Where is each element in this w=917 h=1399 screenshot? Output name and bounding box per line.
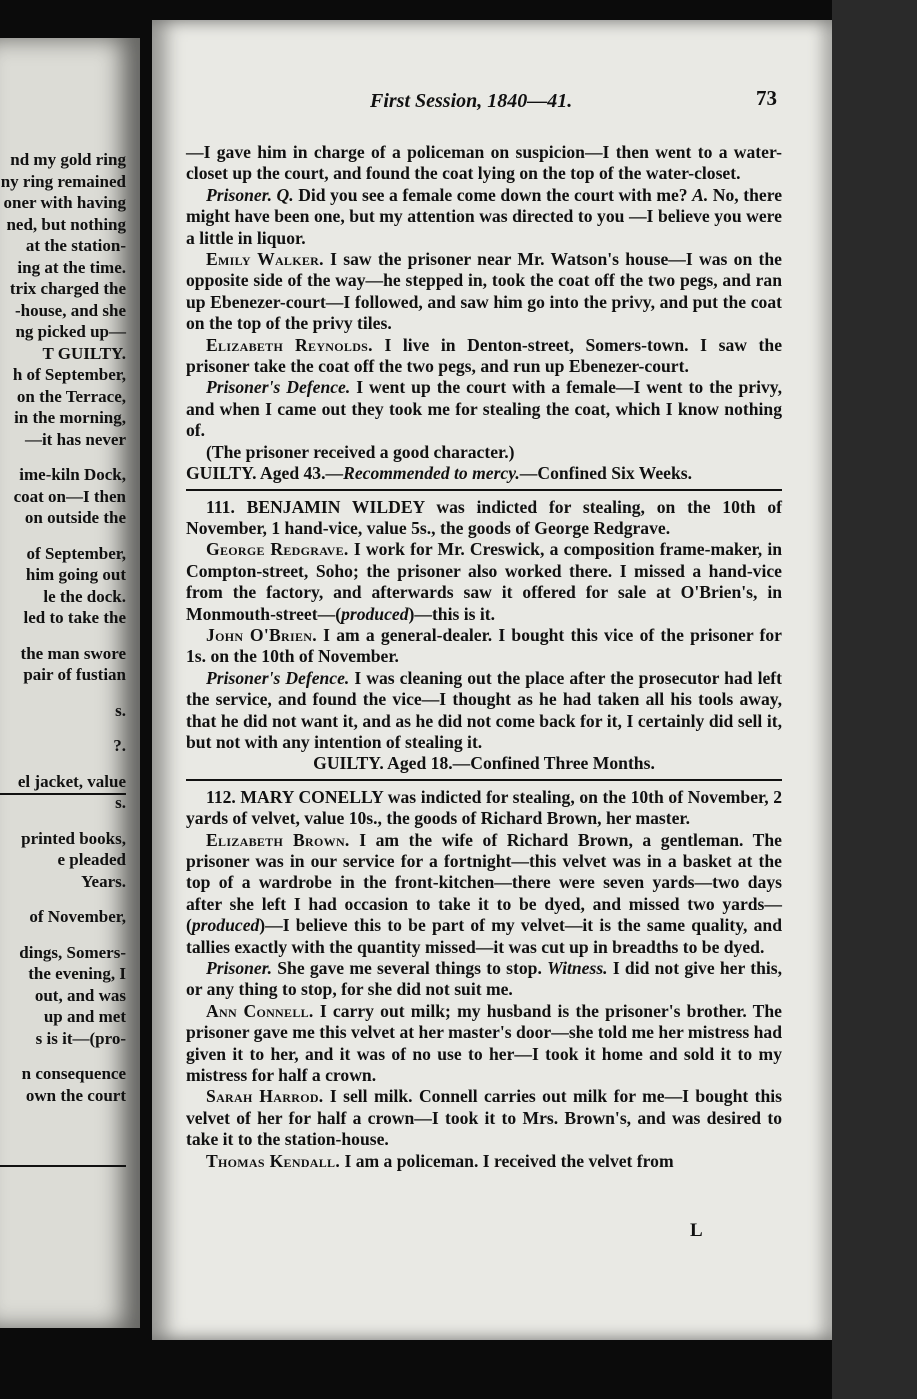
- paragraph-text: Did you see a female come down the court with me?: [293, 184, 693, 205]
- paragraph: —I gave him in charge of a policeman on suspicion—I then went to a water-closet up the court, and found the coat lying on the top of the water-closet.: [186, 142, 782, 184]
- facing-left-page: [0, 38, 140, 1328]
- paragraph-text: I saw the prisoner near Mr. Watson's house—I was on the opposite side of the way—he stepped in, took the coat off the two pegs, and ran up Ebenezer-court—I followed, and saw him go into the privy, and put the coat on the top of the privy tiles.: [186, 249, 782, 334]
- question-marker: Q.: [276, 184, 294, 205]
- left-page-line: Years.: [81, 871, 126, 891]
- left-page-line: led to take the: [23, 608, 126, 627]
- paragraph: [186, 335, 782, 378]
- left-page-line: -house, and she: [14, 300, 126, 320]
- left-page-line: s.: [115, 793, 126, 812]
- left-page-rule: [0, 793, 126, 795]
- signature-mark: L: [690, 1220, 703, 1241]
- paragraph: [186, 625, 782, 668]
- paragraph: [186, 1001, 782, 1087]
- paragraph-text: I am a general-dealer. I bought this vice of the prisoner for 1s. on the 10th of November.: [186, 624, 782, 667]
- left-page-line: the man swore: [20, 643, 126, 663]
- paragraph-text: I am the wife of Richard Brown, a gentleman. The prisoner was in our service for a fortnight—this velvet was in a basket at the top of a wardrobe in the front-kitchen—there were seven yards—two days after she left I had occasion to take it to be dyed, and missed two yards—(: [186, 829, 782, 936]
- case-divider: [186, 489, 782, 491]
- left-page-line: of November,: [29, 907, 126, 926]
- left-page-line: trix charged the: [9, 279, 126, 298]
- paragraph-text: I did not give her this, or any thing to stop, for she did not suit me.: [186, 958, 782, 1000]
- paragraph-text: )—this is it.: [408, 603, 496, 624]
- speaker: Witness.: [547, 958, 608, 979]
- left-page-line: of September,: [26, 543, 126, 563]
- character-note: (The prisoner received a good character.): [206, 441, 515, 462]
- paragraph-text: )—I believe this to be part of my velvet—it is the same quality, and tallies exactly with the quantity missed—it was cut up in breadths to be dyed.: [186, 915, 782, 957]
- left-page-line: dings, Somers-: [19, 942, 126, 962]
- paragraph: [186, 1086, 782, 1150]
- paragraph: [186, 539, 782, 625]
- speaker: Elizabeth Reynolds.: [206, 334, 373, 355]
- paragraph-text: I went up the court with a female—I went to the privy, and when I came out they took me for stealing the coat, which I know nothing of.: [186, 377, 783, 441]
- speaker: John O'Brien.: [206, 624, 317, 645]
- left-page-line: ing at the time.: [17, 257, 126, 277]
- paragraph-text: No, there might have been one, but my attention was directed to you —I believe you were a little in liquor.: [186, 184, 782, 248]
- speaker: Elizabeth Brown.: [206, 829, 350, 850]
- page-body: [186, 142, 782, 1172]
- left-page-line: oner with having: [3, 193, 126, 212]
- paragraph: [186, 249, 782, 335]
- paragraph-text: She gave me several things to stop.: [272, 958, 548, 979]
- speaker: Emily Walker.: [206, 249, 324, 270]
- paragraph: [186, 668, 782, 754]
- left-page-line: e pleaded: [57, 850, 126, 869]
- left-page-line: coat on—I then: [13, 486, 126, 506]
- left-page-line: up and met: [43, 1007, 126, 1026]
- speaker: Prisoner's Defence.: [206, 377, 351, 398]
- verdict: GUILTY. Aged 18.—Confined Three Months.: [313, 753, 655, 774]
- left-page-line: ?.: [113, 736, 126, 755]
- left-page-line: ned, but nothing: [6, 214, 126, 234]
- paragraph: [186, 185, 782, 249]
- paragraph-text: I was cleaning out the place after the prosecutor had left the service, and found the vice—I thought as he had taken all his tools away, that he did not want it, and as he did not come back for it, I certainly did sell it, but not with any intention of stealing it.: [186, 667, 782, 752]
- left-page-line: s.: [115, 700, 126, 720]
- left-page-line: the evening, I: [28, 964, 126, 983]
- left-page-line: el jacket, value: [17, 771, 126, 791]
- produced-note: produced: [341, 603, 409, 624]
- speaker: Prisoner.: [206, 184, 272, 205]
- case-title: 111. BENJAMIN WILDEY: [206, 496, 425, 517]
- left-page-line: ny ring remained: [0, 171, 126, 191]
- produced-note: produced: [191, 915, 260, 936]
- left-page-rule: [0, 1165, 126, 1167]
- left-page-line: ng picked up—: [15, 322, 126, 341]
- paragraph: [186, 958, 782, 1001]
- paragraph: [186, 377, 782, 441]
- left-page-line: T GUILTY.: [42, 343, 126, 363]
- paragraph: [186, 1151, 782, 1172]
- left-page-line: pair of fustian: [23, 665, 126, 684]
- paragraph-text: I am a policeman. I received the velvet from: [340, 1150, 674, 1171]
- left-page-line: on outside the: [24, 508, 126, 527]
- page-number: 73: [756, 86, 777, 110]
- left-page-line: n consequence: [21, 1064, 126, 1083]
- verdict-sentence: —Confined Six Weeks.: [519, 463, 693, 484]
- paragraph: [186, 830, 782, 958]
- case-heading: [186, 787, 782, 830]
- speaker: Ann Connell.: [206, 1000, 314, 1021]
- left-page-line: out, and was: [34, 985, 126, 1005]
- running-head: First Session, 1840—41.: [370, 90, 573, 112]
- verdict-text: GUILTY. Aged 43.—: [186, 463, 344, 484]
- case-heading: [186, 497, 782, 540]
- left-page-line: at the station-: [25, 236, 126, 255]
- left-page-line: nd my gold ring: [10, 150, 126, 169]
- case-divider: [186, 779, 782, 781]
- left-page-line: ime-kiln Dock,: [19, 465, 126, 484]
- speaker: Prisoner's Defence.: [206, 667, 350, 688]
- speaker: Thomas Kendall.: [206, 1150, 341, 1171]
- left-page-line: in the morning,: [14, 408, 126, 427]
- verdict-recommendation: Recommended to mercy.: [343, 463, 520, 484]
- speaker: George Redgrave.: [206, 539, 349, 560]
- indictment-text: was indicted for stealing, on the 10th of November, 2 yards of velvet, value 10s., the goods of Richard Brown, her master.: [186, 786, 782, 829]
- left-page-line: own the court: [25, 1085, 126, 1105]
- indictment-text: was indicted for stealing, on the 10th of November, 1 hand-vice, value 5s., the goods of George Redgrave.: [186, 496, 782, 538]
- left-page-line: printed books,: [21, 828, 126, 848]
- left-page-line: s is it—(pro-: [35, 1028, 126, 1048]
- left-page-line: on the Terrace,: [16, 386, 126, 406]
- paragraph-text: I sell milk. Connell carries out milk for me—I bought this velvet of her for half a crown—I took it to Mrs. Brown's, and was desired to take it to the station-house.: [186, 1086, 782, 1150]
- answer-marker: A.: [692, 184, 709, 205]
- paragraph-text: I work for Mr. Creswick, a composition frame-maker, in Compton-street, Soho; the prisoner also worked there. I missed a hand-vice from the factory, and afterwards saw it offered for sale at O'Brien's, in Monmouth-street—(: [186, 539, 782, 624]
- speaker: Sarah Harrod.: [206, 1086, 324, 1107]
- left-page-line: —it has never: [24, 429, 126, 449]
- left-page-line: him going out: [25, 565, 126, 584]
- paragraph-text: I carry out milk; my husband is the prisoner's brother. The prisoner gave me this velvet at her master's door—she told me her mistress had given it to her, and it was of no use to her—I took it home and sold it to my mistress for half a crown.: [186, 1000, 782, 1086]
- verdict: [186, 463, 782, 484]
- case-title: 112. MARY CONELLY: [206, 786, 384, 807]
- left-page-line: le the dock.: [43, 586, 126, 606]
- left-page-line: h of September,: [12, 365, 126, 384]
- speaker: Prisoner.: [206, 958, 272, 979]
- page-edge-shadow: [832, 0, 917, 1399]
- paragraph-text: I live in Denton-street, Somers-town. I saw the prisoner take the coat off the two pegs, and run up Ebenezer-court.: [186, 334, 783, 377]
